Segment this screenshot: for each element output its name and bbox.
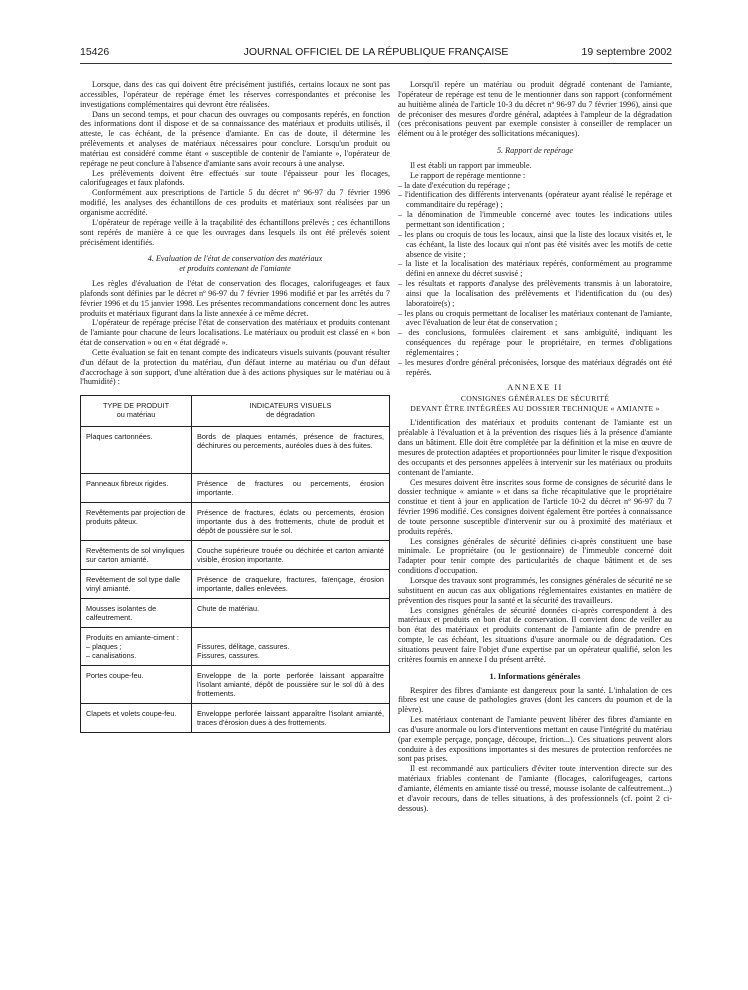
list-item: – les résultats et rapports d'analyse des prélèvements transmis à un laboratoire, ainsi que la localisation des prélèvements et l'identification du (ou des) laboratoire(s) ; bbox=[398, 279, 672, 309]
table-row bbox=[81, 599, 390, 628]
paragraph: Les règles d'évaluation de l'état de conservation des flocages, calorifugeages et faux plafonds sont définies par le décret nº 96-97 du 7 février 1996 modifié et par les arrêtés du 7 février 1996 et du 15 janvier 1998. Les présentes recommandations concernent donc les autres produits et matériaux figurant dans la liste annexée à ce même décret. bbox=[80, 279, 390, 318]
cell-indicators: Enveloppe de la porte perforée laissant apparaître l'isolant amianté, dépôt de poussière sur le sol dû à des frottements. bbox=[192, 666, 390, 704]
list-item: – les plans ou croquis de tous les locaux, ainsi que la liste des locaux visités et, le cas échéant, la liste des locaux qui n'ont pas été visités avec les motifs de cette absence de visite ; bbox=[398, 230, 672, 260]
section-4-title bbox=[80, 254, 390, 274]
paragraph: Conformément aux prescriptions de l'article 5 du décret nº 96-97 du 7 février 1996 modifié, les analyses des échantillons de ces produits et matériaux sont réalisées par un organisme accrédité. bbox=[80, 188, 390, 217]
cell-product-type: Revêtement de sol type dalle vinyl amianté. bbox=[81, 570, 192, 599]
paragraph: L'identification des matériaux et produits contenant de l'amiante est un préalable à l'évaluation et à la prévention des risques liés à la présence d'amiante dans un bâtiment. Elle doit être complétée par la définition et la mise en œuvre de mesures de protection adaptées et proportionnées pour limiter le risque d'exposition des occupants et des personnes appelées à intervenir sur les matériaux ou produits contenant de l'amiante. bbox=[398, 418, 672, 477]
list-item: – la liste et la localisation des matériaux repérés, conformément au programme défini en annexe du décret susvisé ; bbox=[398, 259, 672, 279]
header-visual-indicators-line1: INDICATEURS VISUELS bbox=[249, 401, 332, 411]
paragraph: Lorsque des travaux sont programmés, les consignes générales de sécurité ne se substituent en aucun cas aux obligations réglementaires existantes en matière de prévention des risques pour la santé et la sécurité des travailleurs. bbox=[398, 575, 672, 605]
right-column bbox=[398, 80, 672, 814]
cell-indicators: Présence de fractures ou percements, érosion importante. bbox=[192, 474, 390, 503]
publication-date: 19 septembre 2002 bbox=[581, 46, 672, 58]
cell-indicators-sub: Fissures, délitage, cassures. bbox=[197, 642, 290, 652]
cell-indicators: Chute de matériau. bbox=[192, 599, 390, 628]
paragraph: Les matériaux contenant de l'amiante peuvent libérer des fibres d'amiante en cas d'usure anormale ou lors d'interventions mettant en cause l'intégrité du matériau (par exemple perçage, ponçage, découpe, friction...). Ces situations peuvent alors conduire à des expositions importantes si des mesures de protection renforcées ne sont pas prises. bbox=[398, 715, 672, 764]
table-row bbox=[81, 570, 390, 599]
table-header-row bbox=[81, 396, 390, 427]
paragraph: Les prélèvements doivent être effectués sur toute l'épaisseur pour les flocages, calorifugeages et faux plafonds. bbox=[80, 168, 390, 188]
paragraph: L'opérateur de repérage précise l'état de conservation des matériaux et produits contenant de l'amiante pour chacune de leurs localisations. Le matériaux ou produit est classé en « bon état de conservation » ou en « état dégradé ». bbox=[80, 318, 390, 348]
section-4-title-line1: 4. Evaluation de l'état de conservation des matériaux bbox=[147, 254, 323, 264]
list-item: – la date d'exécution du repérage ; bbox=[398, 181, 672, 191]
cell-product-type-sub: – plaques ; bbox=[86, 642, 122, 652]
paragraph: Lorsqu'il repère un matériau ou produit dégradé contenant de l'amiante, l'opérateur de repérage est tenu de le mentionner dans son rapport (conformément au huitième alinéa de l'article 10-3 du décret nº 96-97 du 7 février 1996), ainsi que de préconiser des mesures d'ordre général, adaptées à l'ampleur de la dégradation (ces préconisations peuvent par exemple consister à conseiller de remplacer un élément ou à le protéger des sollicitations mécaniques). bbox=[398, 80, 672, 139]
cell-indicators: Présence de fractures, éclats ou percements, érosion importante dus à des frottements, chute de produit et dépôt de poussière sur le sol. bbox=[192, 503, 390, 541]
cell-product-type: Revêtements de sol vinyliques sur carton amianté. bbox=[81, 541, 192, 570]
cell-product-type: Panneaux fibreux rigides. bbox=[81, 474, 192, 503]
table-row bbox=[81, 503, 390, 541]
paragraph: Lorsque, dans des cas qui doivent être précisément justifiés, certains locaux ne sont pas accessibles, l'opérateur de repérage émet les réserves correspondantes et préconise les investigations complémentaires qui devront être réalisées. bbox=[80, 80, 390, 109]
list-item: – des conclusions, formulées clairement et sans ambiguïté, indiquant les conséquences du repérage pour le propriétaire, en termes d'obligations réglementaires ; bbox=[398, 328, 672, 358]
journal-title: JOURNAL OFFICIEL DE LA RÉPUBLIQUE FRANÇAISE bbox=[243, 46, 509, 58]
table-row bbox=[81, 427, 390, 474]
cell-indicators-main bbox=[197, 633, 384, 642]
cell-product-type-sub: – canalisations. bbox=[86, 651, 137, 661]
list-item: – la dénomination de l'immeuble concerné avec toutes les indications utiles permettant son identification ; bbox=[398, 210, 672, 230]
list-item: – les plans ou croquis permettant de localiser les matériaux contenant de l'amiante, avec l'évaluation de leur état de conservation ; bbox=[398, 309, 672, 329]
table-row bbox=[81, 628, 390, 666]
list-item: – les mesures d'ordre général préconisées, lorsque des matériaux dégradés ont été repérés. bbox=[398, 358, 672, 378]
page-number: 15426 bbox=[80, 46, 110, 58]
cell-indicators: Couche supérieure trouée ou déchirée et carton amianté visible, érosion importante. bbox=[192, 541, 390, 570]
annexe-subtitle bbox=[398, 394, 672, 413]
cell-indicators: Bords de plaques entamés, présence de fractures, déchirures ou percements, auréoles dues à des fuites. bbox=[192, 427, 390, 474]
section-4-title-line2: et produits contenant de l'amiante bbox=[179, 264, 291, 274]
annexe-subtitle-line2: DEVANT ÊTRE INTÉGRÉES AU DOSSIER TECHNIQUE « AMIANTE » bbox=[410, 403, 660, 413]
degradation-indicators-table bbox=[80, 395, 390, 733]
paragraph: Ces mesures doivent être inscrites sous forme de consignes de sécurité dans le dossier technique « amiante » et dans sa fiche récapitulative que le propriétaire constitue et tient à jour en application de l'article 10-2 du décret nº 96-97 du 7 février 1996 modifié. Ces consignes doivent également être portées à connaissance de toute personne susceptible d'intervenir sur ou à proximité des matériaux et produits repérés. bbox=[398, 477, 672, 536]
paragraph: Il est établi un rapport par immeuble. bbox=[410, 160, 532, 170]
cell-product-type bbox=[81, 628, 192, 666]
cell-product-type: Clapets et volets coupe-feu. bbox=[81, 704, 192, 733]
paragraph: Il est recommandé aux particuliers d'éviter toute intervention directe sur des matériaux friables contenant de l'amiante (flocages, calorifugeages, cartons d'amiante, éléments en amiante tissé ou tressé, mousse isolante de calfeutrement...) et d'avoir recours, dans de telles situations, à des professionnels (cf. point 2 ci-dessous). bbox=[398, 764, 672, 813]
paragraph: Respirer des fibres d'amiante est dangereux pour la santé. L'inhalation de ces fibres est une cause de pathologies graves (dont les cancers du poumon et de la plèvre). bbox=[398, 685, 672, 715]
paragraph: Les consignes générales de sécurité définies ci-après constituent une base minimale. Le propriétaire (ou le gestionnaire) de l'immeuble concerné doit l'adapter pour tenir compte des particularités de chaque bâtiment et de ses conditions d'occupation. bbox=[398, 536, 672, 576]
cell-indicators-sub: Fissures, cassures. bbox=[197, 651, 260, 661]
header-rule bbox=[80, 63, 672, 64]
header-product-type bbox=[81, 396, 192, 427]
paragraph: L'opérateur de repérage veille à la traçabilité des échantillons prélevés ; ces échantillons sont repérés de manière à ce que les ouvrages dans lesquels ils ont été prélevés soient précisément identifiés. bbox=[80, 217, 390, 247]
cell-product-type: Portes coupe-feu. bbox=[81, 666, 192, 704]
annexe-title: ANNEXE II bbox=[507, 383, 563, 393]
header-product-type-line2: ou matériau bbox=[116, 410, 156, 420]
left-column bbox=[80, 80, 390, 733]
header-product-type-line1: TYPE DE PRODUIT bbox=[102, 401, 170, 411]
header-visual-indicators-line2: de dégradation bbox=[266, 410, 315, 420]
paragraph: Le rapport de repérage mentionne : bbox=[410, 170, 526, 180]
annexe-subtitle-line1: CONSIGNES GÉNÉRALES DE SÉCURITÉ bbox=[460, 394, 610, 404]
cell-indicators bbox=[192, 628, 390, 666]
section-1-title: 1. Informations générales bbox=[489, 671, 581, 681]
cell-product-type-main: Produits en amiante-ciment : bbox=[86, 633, 179, 643]
cell-indicators: Enveloppe perforée laissant apparaître l'isolant amianté, traces d'érosion dues à des frottements. bbox=[192, 704, 390, 733]
table-row bbox=[81, 704, 390, 733]
table-row bbox=[81, 541, 390, 570]
table-row bbox=[81, 474, 390, 503]
cell-product-type: Revêtements par projection de produits pâteux. bbox=[81, 503, 192, 541]
page-header bbox=[80, 46, 672, 62]
cell-product-type: Plaques cartonnées. bbox=[81, 427, 192, 474]
header-visual-indicators bbox=[192, 396, 390, 427]
cell-product-type: Mousses isolantes de calfeutrement. bbox=[81, 599, 192, 628]
cell-indicators: Présence de craquelure, fractures, faïençage, érosion importante, dalles enlevées. bbox=[192, 570, 390, 599]
table-row bbox=[81, 666, 390, 704]
list-item: – l'identification des différents intervenants (opérateur ayant réalisé le repérage et commanditaire du repérage) ; bbox=[398, 190, 672, 210]
report-contents-list bbox=[398, 181, 672, 378]
paragraph: Les consignes générales de sécurité données ci-après correspondent à des matériaux et produits en bon état de conservation. Il convient donc de veiller au bon état des matériaux et produits contenant de l'amiante afin de prendre en compte, le cas échéant, les situations d'usure anormale ou de dégradation. Ces situations peuvent faire l'objet d'une expertise par un opérateur qualifié, selon les critères fournis en annexe I du présent arrêté. bbox=[398, 605, 672, 664]
section-5-title: 5. Rapport de repérage bbox=[496, 146, 574, 156]
paragraph: Dans un second temps, et pour chacun des ouvrages ou composants repérés, en fonction des informations dont il dispose et de sa connaissance des matériaux et produits utilisés, il atteste, le cas échéant, de la présence d'amiante. En cas de doute, il détermine les prélèvements et analyses de matériaux nécessaires pour conclure. Lorsqu'un produit ou matériau est considéré comme étant « susceptible de contenir de l'amiante », l'opérateur de repérage ne peut conclure à l'absence d'amiante sans avoir recours à une analyse. bbox=[80, 109, 390, 168]
paragraph: Cette évaluation se fait en tenant compte des indicateurs visuels suivants (pouvant résulter d'un défaut de la protection du matériau, d'un défaut interne au matériau ou d'un défaut d'accrochage à son support, d'une altération due à des actions physiques sur le matériau ou à l'humidité) : bbox=[80, 347, 390, 387]
